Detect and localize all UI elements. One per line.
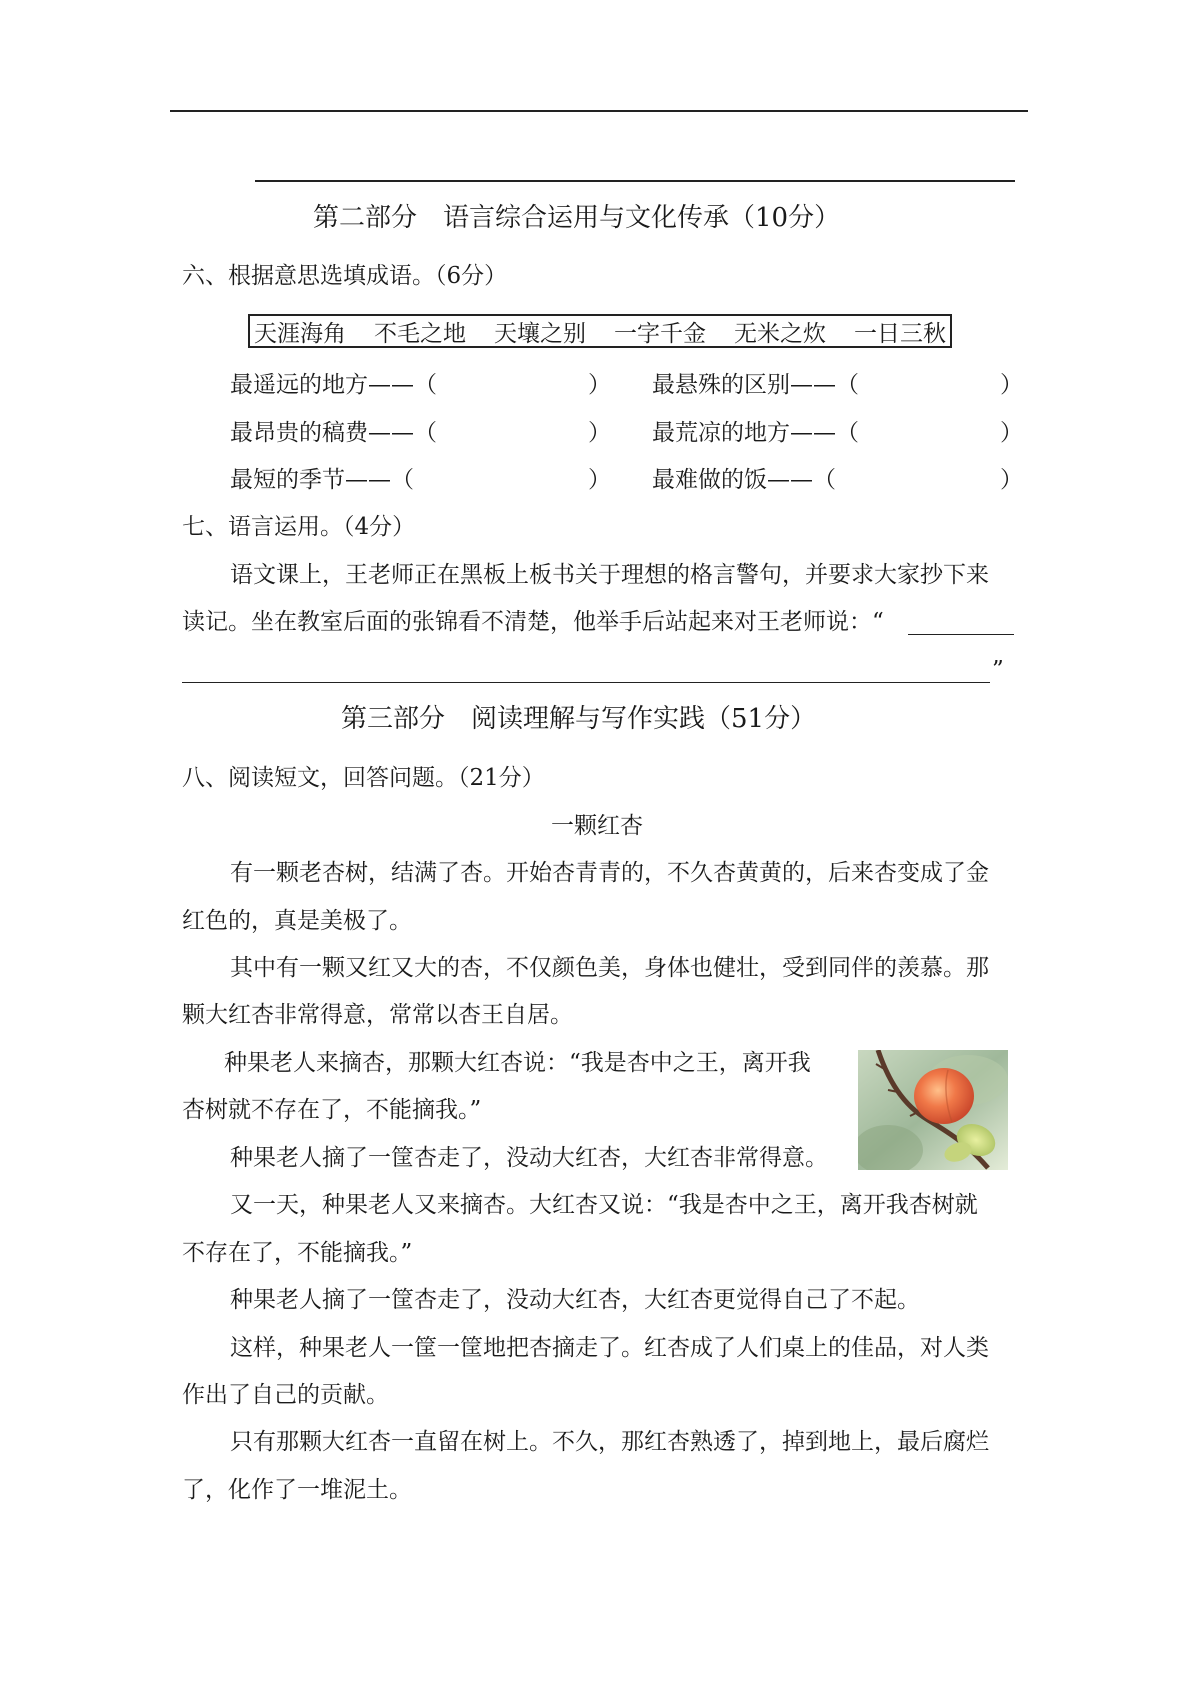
q7-answer-blank[interactable]: [182, 682, 990, 683]
story-line: 不存在了，不能摘我。”: [182, 1240, 413, 1266]
q6-item-prompt: 最遥远的地方——（: [230, 372, 437, 398]
idiom-option: 无米之炊: [734, 320, 826, 347]
q6-item-prompt: 最昂贵的稿费——（: [230, 420, 437, 446]
q6-item-close: ）: [588, 372, 611, 398]
story-line: 有一颗老杏树，结满了杏。开始杏青青的，不久杏黄黄的，后来杏变成了金: [230, 860, 989, 886]
part2-title: 第二部分 语言综合运用与文化传承（10分）: [313, 203, 841, 233]
story-line: 种果老人摘了一筐杏走了，没动大红杏，大红杏更觉得自己了不起。: [230, 1287, 920, 1313]
story-line: 其中有一颗又红又大的杏，不仅颜色美，身体也健壮，受到同伴的羡慕。那: [230, 955, 989, 981]
apricot-photo: [858, 1050, 1008, 1170]
q7-line1: 语文课上，王老师正在黑板上板书关于理想的格言警句，并要求大家抄下来: [230, 562, 989, 588]
story-line: 只有那颗大红杏一直留在树上。不久，那红杏熟透了，掉到地上，最后腐烂: [230, 1429, 989, 1455]
top-rule: [170, 110, 1028, 112]
q6-item-prompt: 最悬殊的区别——（: [652, 372, 859, 398]
idiom-option: 天壤之别: [494, 320, 586, 347]
q7-line2: 读记。坐在教室后面的张锦看不清楚，他举手后站起来对王老师说：“: [182, 609, 884, 635]
q6-heading: 六、根据意思选填成语。（6分）: [182, 263, 508, 289]
story-line: 杏树就不存在了，不能摘我。”: [182, 1097, 482, 1123]
q6-item-close: ）: [1000, 420, 1023, 446]
story-line: 这样，种果老人一筐一筐地把杏摘走了。红杏成了人们桌上的佳品，对人类: [230, 1335, 989, 1361]
story-line: 种果老人摘了一筐杏走了，没动大红杏，大红杏非常得意。: [230, 1145, 828, 1171]
q6-item-prompt: 最短的季节——（: [230, 467, 414, 493]
part3-title: 第三部分 阅读理解与写作实践（51分）: [341, 704, 817, 734]
story-line: 红色的，真是美极了。: [182, 908, 412, 934]
idiom-box: [248, 314, 952, 348]
idiom-option: 一字千金: [614, 320, 706, 347]
answer-line: [255, 180, 1015, 182]
story-line: 了，化作了一堆泥土。: [182, 1477, 412, 1503]
idiom-option: 一日三秋: [854, 320, 946, 347]
q8-heading: 八、阅读短文，回答问题。（21分）: [182, 765, 545, 791]
idiom-option: 天涯海角: [254, 320, 346, 347]
story-line: 作出了自己的贡献。: [182, 1382, 389, 1408]
q6-item-prompt: 最荒凉的地方——（: [652, 420, 859, 446]
story-line: 种果老人来摘杏，那颗大红杏说：“我是杏中之王，离开我: [224, 1050, 811, 1076]
idiom-option: 不毛之地: [374, 320, 466, 347]
q6-item-close: ）: [588, 420, 611, 446]
q6-item-close: ）: [1000, 372, 1023, 398]
q6-item-close: ）: [588, 467, 611, 493]
q7-heading: 七、语言运用。（4分）: [182, 514, 416, 540]
q6-item-close: ）: [1000, 467, 1023, 493]
story-title: 一颗红杏: [551, 813, 643, 839]
q7-answer-blank[interactable]: [908, 634, 1014, 635]
story-line: 又一天，种果老人又来摘杏。大红杏又说：“我是杏中之王，离开我杏树就: [230, 1192, 978, 1218]
q6-item-prompt: 最难做的饭——（: [652, 467, 836, 493]
q7-close-quote: ”: [992, 657, 1004, 683]
story-line: 颗大红杏非常得意，常常以杏王自居。: [182, 1002, 573, 1028]
